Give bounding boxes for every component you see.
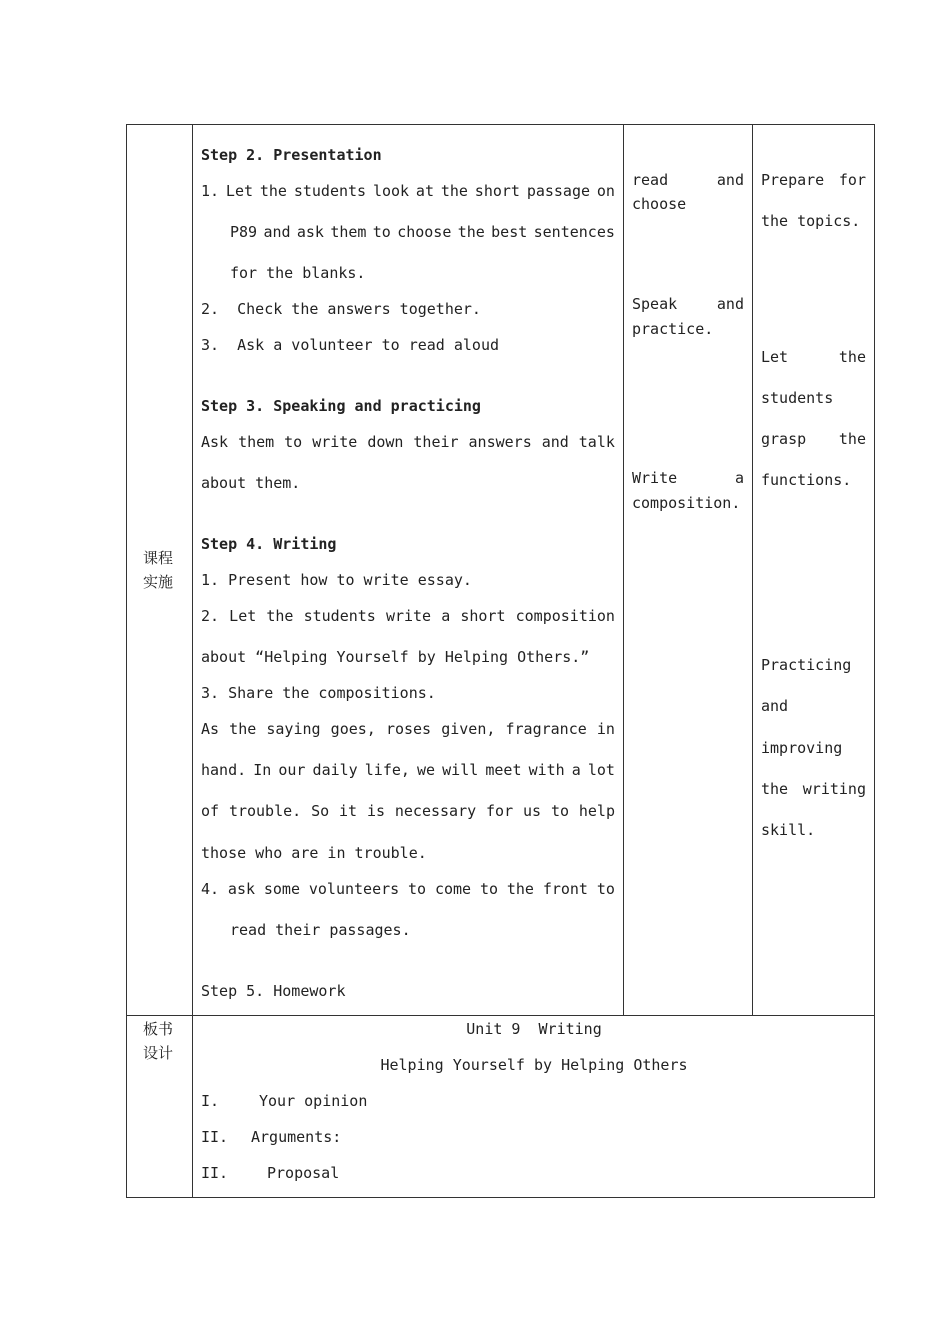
activity3-line1 xyxy=(632,468,744,488)
word: to xyxy=(408,880,427,898)
word: necessary xyxy=(394,802,477,820)
word: fragrance xyxy=(505,720,587,738)
word: Let xyxy=(229,607,257,625)
step2-item3: 3. Ask a volunteer to read aloud xyxy=(201,336,500,354)
purpose2-line4: functions. xyxy=(761,471,852,489)
purpose3-line3: improving xyxy=(761,739,843,757)
word: at xyxy=(415,182,434,200)
word: us xyxy=(523,802,542,820)
step2-item1-line3: for the blanks. xyxy=(230,264,366,282)
word: and xyxy=(716,171,744,189)
purpose2-line3 xyxy=(761,429,866,449)
board-point2-number: II. xyxy=(201,1128,229,1146)
word: them xyxy=(238,433,275,451)
word: and xyxy=(716,295,744,313)
word: 2. xyxy=(201,607,220,625)
word: to xyxy=(596,880,615,898)
board-title: Unit 9 Writing xyxy=(466,1020,602,1038)
word: Let xyxy=(225,182,254,200)
activity-column-divider xyxy=(623,124,624,1016)
word: short xyxy=(460,607,506,625)
word: roses xyxy=(385,720,432,738)
board-subtitle: Helping Yourself by Helping Others xyxy=(380,1056,688,1074)
word: write xyxy=(312,433,358,451)
step4-item4-line1 xyxy=(201,879,615,899)
step3-title: Step 3. Speaking and practicing xyxy=(201,397,481,415)
word: composition xyxy=(515,607,615,625)
board-point3-text: Proposal xyxy=(267,1164,340,1182)
board-point1-text: Your opinion xyxy=(259,1092,368,1110)
word: to xyxy=(550,802,569,820)
step4-title: Step 4. Writing xyxy=(201,535,337,553)
word: lot xyxy=(587,761,615,779)
word: best xyxy=(491,223,528,241)
step4-item1: 1. Present how to write essay. xyxy=(201,571,472,589)
word: for xyxy=(838,171,866,189)
word: it xyxy=(339,802,358,820)
word: we xyxy=(417,761,436,779)
word: volunteers xyxy=(308,880,400,898)
word: In xyxy=(253,761,272,779)
word: a xyxy=(734,469,744,487)
step4-item4-line2: read their passages. xyxy=(230,921,411,939)
word: the xyxy=(761,780,789,798)
word: P89 xyxy=(230,223,258,241)
step5-title: Step 5. Homework xyxy=(201,982,346,1000)
purpose1-line1 xyxy=(761,170,866,190)
word: students xyxy=(303,607,376,625)
word: read xyxy=(632,171,669,189)
word: ask xyxy=(227,880,256,898)
word: and xyxy=(263,223,291,241)
purpose2-line2: students xyxy=(761,389,834,407)
word: goes, xyxy=(330,720,376,738)
board-point2-text: Arguments: xyxy=(251,1128,342,1146)
word: trouble. xyxy=(228,802,302,820)
word: the xyxy=(457,223,485,241)
word: the xyxy=(259,182,287,200)
word: life, xyxy=(364,761,410,779)
step4-paragraph-line3 xyxy=(201,801,615,821)
row2-label-line2: 设计 xyxy=(143,1044,174,1062)
word: Let xyxy=(761,348,789,366)
row-divider xyxy=(126,1015,875,1016)
step4-paragraph-line2 xyxy=(201,760,615,780)
word: on xyxy=(596,182,615,200)
step3-line2: about them. xyxy=(201,474,301,492)
word: writing xyxy=(802,780,866,798)
step2-item1-line2 xyxy=(230,222,615,242)
word: So xyxy=(311,802,330,820)
step2-title: Step 2. Presentation xyxy=(201,146,382,164)
word: to xyxy=(479,880,498,898)
word: sentences xyxy=(533,223,615,241)
word: will xyxy=(442,761,479,779)
purpose3-line2: and xyxy=(761,697,789,715)
word: the xyxy=(440,182,468,200)
word: their xyxy=(413,433,459,451)
word: come xyxy=(434,880,472,898)
word: 4. xyxy=(201,880,220,898)
word: the xyxy=(229,720,257,738)
word: given, xyxy=(441,720,496,738)
board-point3-number: II. xyxy=(201,1164,229,1182)
word: short xyxy=(474,182,520,200)
word: look xyxy=(372,182,410,200)
word: with xyxy=(528,761,565,779)
board-point1-number: I. xyxy=(201,1092,220,1110)
purpose3-line1: Practicing xyxy=(761,656,852,674)
activity1-line2: choose xyxy=(632,195,687,213)
step4-item3: 3. Share the compositions. xyxy=(201,684,436,702)
word: of xyxy=(201,802,220,820)
step3-line1 xyxy=(201,432,615,452)
word: daily xyxy=(312,761,358,779)
word: ask xyxy=(296,223,324,241)
word: to xyxy=(284,433,303,451)
word: Speak xyxy=(632,295,678,313)
purpose3-line5: skill. xyxy=(761,821,816,839)
word: them xyxy=(330,223,367,241)
word: some xyxy=(263,880,300,898)
step4-item2-line1 xyxy=(201,606,615,626)
word: a xyxy=(571,761,581,779)
activity1-line1 xyxy=(632,170,744,190)
step4-paragraph-line4: those who are in trouble. xyxy=(201,844,427,862)
word: the xyxy=(838,430,866,448)
word: the xyxy=(266,607,294,625)
word: help xyxy=(578,802,615,820)
word: the xyxy=(506,880,534,898)
word: grasp xyxy=(761,430,807,448)
word: Write xyxy=(632,469,678,487)
activity3-line2: composition. xyxy=(632,494,741,512)
word: As xyxy=(201,720,220,738)
word: meet xyxy=(485,761,522,779)
word: down xyxy=(367,433,404,451)
word: front xyxy=(542,880,588,898)
step2-item1-line1 xyxy=(201,181,615,201)
word: 1. xyxy=(201,182,220,200)
word: is xyxy=(366,802,385,820)
word: talk xyxy=(578,433,615,451)
word: answers xyxy=(468,433,532,451)
word: Prepare xyxy=(761,171,825,189)
purpose2-line1 xyxy=(761,347,866,367)
word: hand. xyxy=(201,761,247,779)
word: Ask xyxy=(201,433,229,451)
word: choose xyxy=(397,223,452,241)
purpose3-line4 xyxy=(761,779,866,799)
word: students xyxy=(293,182,367,200)
row2-label-line1: 板书 xyxy=(143,1020,174,1038)
step2-item2: 2. Check the answers together. xyxy=(201,300,481,318)
word: to xyxy=(372,223,391,241)
word: saying xyxy=(266,720,321,738)
activity2-line1 xyxy=(632,294,744,314)
purpose1-line2: the topics. xyxy=(761,212,861,230)
word: write xyxy=(385,607,432,625)
word: for xyxy=(486,802,514,820)
row1-label-line2: 实施 xyxy=(143,573,174,591)
word: the xyxy=(838,348,866,366)
word: passage xyxy=(526,182,591,200)
purpose-column-divider xyxy=(752,124,753,1016)
row1-label-line1: 课程 xyxy=(143,549,174,567)
word: and xyxy=(541,433,569,451)
word: a xyxy=(441,607,451,625)
step4-item2-line2: about “Helping Yourself by Helping Others.” xyxy=(201,648,590,666)
word: in xyxy=(596,720,615,738)
word: our xyxy=(278,761,306,779)
activity2-line2: practice. xyxy=(632,320,714,338)
step4-paragraph-line1 xyxy=(201,719,615,739)
